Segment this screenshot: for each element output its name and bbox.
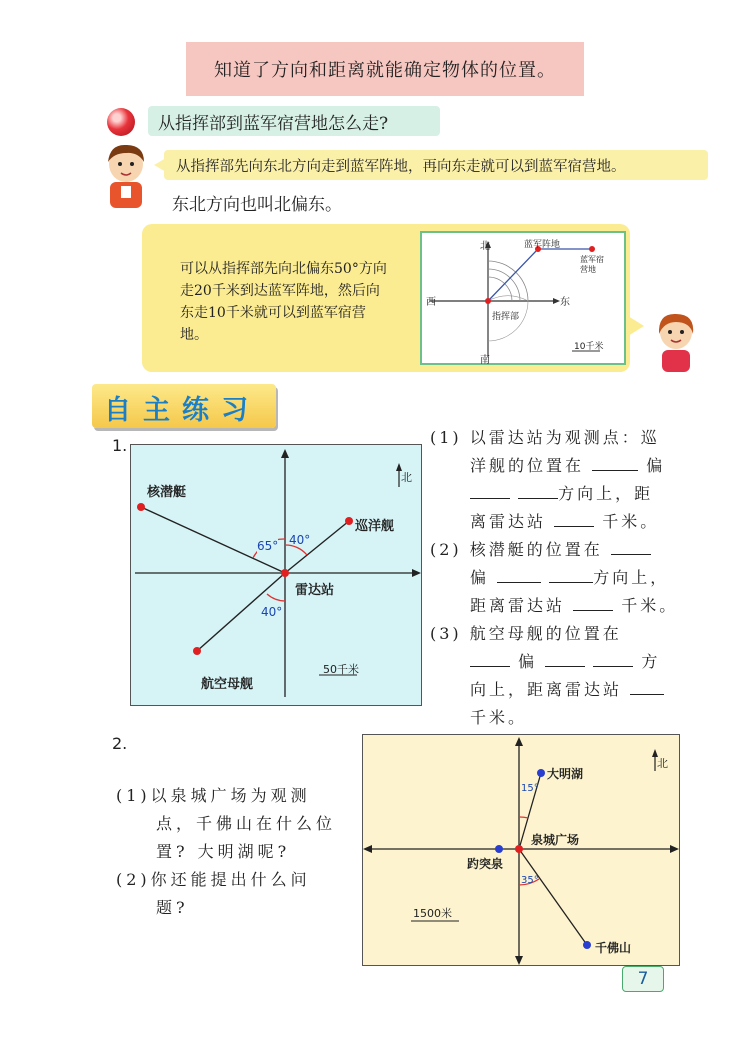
ex1-q2-c: 方向上， xyxy=(593,568,670,587)
answer-blank[interactable] xyxy=(611,536,651,555)
page-number: 7 xyxy=(622,966,664,992)
answer-blank[interactable] xyxy=(497,564,541,583)
question-bubble: 从指挥部到蓝军宿营地怎么走? xyxy=(148,106,440,136)
ex2-q2-b: 题? xyxy=(156,898,189,917)
mini-camp-label: 蓝军宿营地 xyxy=(580,255,604,274)
ex1-q1-e: 离雷达站 xyxy=(470,512,547,531)
answer-blank[interactable] xyxy=(470,480,510,499)
radar-map xyxy=(130,444,422,706)
section-title-text: 自主练习 xyxy=(104,395,260,426)
ex1-q1-a: 以雷达站为观测点：巡 xyxy=(469,428,660,447)
ex1-q3-e: 千米。 xyxy=(470,708,528,727)
answer-blank[interactable] xyxy=(549,564,593,583)
radar-station-label: 雷达站 xyxy=(295,583,335,598)
ex1-q3-a: 航空母舰的位置在 xyxy=(469,624,622,643)
answer-blank[interactable] xyxy=(470,648,510,667)
boy-speech-bubble: 从指挥部先向东北方向走到蓝军阵地，再向东走就可以到蓝军宿营地。 xyxy=(164,150,708,180)
ex1-q1-f: 千米。 xyxy=(602,512,660,531)
ex2-q1-prefix: (1) xyxy=(116,786,151,805)
mini-position-label: 蓝军阵地 xyxy=(524,240,561,250)
cruiser-label: 巡洋舰 xyxy=(355,519,395,534)
mini-south-label: 南 xyxy=(480,355,490,366)
ex1-q2-a: 核潜艇的位置在 xyxy=(469,540,603,559)
boy-character-icon xyxy=(96,142,156,208)
ex1-q3-b: 偏 xyxy=(518,652,538,671)
topic-banner: 知道了方向和距离就能确定物体的位置。 xyxy=(186,42,584,96)
answer-blank[interactable] xyxy=(518,480,558,499)
lake-label: 大明湖 xyxy=(547,767,584,781)
ex1-north-label: 北 xyxy=(401,471,412,484)
ex2-scale-label: 1500米 xyxy=(413,907,452,920)
angle-40-north-label: 40° xyxy=(289,533,311,547)
answer-blank[interactable] xyxy=(592,452,638,471)
explanation-text: 可以从指挥部先向北偏东50°方向走20千米到达蓝军阵地，然后向东走10千米就可以到蓝军宿营地。 xyxy=(180,261,387,343)
mini-direction-map xyxy=(420,231,626,365)
ex1-q1-d: 方向上，距 xyxy=(558,484,654,503)
submarine-label: 核潜艇 xyxy=(147,485,187,500)
angle-65-label: 65° xyxy=(257,539,279,553)
mini-east-label: 东 xyxy=(560,297,570,308)
ex2-q1-c: 置? 大明湖呢? xyxy=(156,842,291,861)
mini-west-label: 西 xyxy=(426,297,436,308)
section-title xyxy=(92,384,276,428)
ex2-questions xyxy=(116,782,356,922)
mini-north-label: 北 xyxy=(480,241,490,252)
mini-scale-label: 10千米 xyxy=(574,342,604,352)
ex1-q1-c: 偏 xyxy=(646,456,666,475)
ex2-north-label: 北 xyxy=(657,757,668,770)
spring-label: 趵突泉 xyxy=(467,857,504,871)
answer-blank[interactable] xyxy=(545,648,585,667)
mini-hq-label: 指挥部 xyxy=(492,312,520,322)
ex1-q2-e: 千米。 xyxy=(621,596,679,615)
ex2-q1-a: 以泉城广场为观测 xyxy=(150,786,311,805)
exercise-1-number: 1. xyxy=(112,436,128,455)
ex1-scale-label: 50千米 xyxy=(323,663,359,676)
square-label: 泉城广场 xyxy=(531,833,580,847)
ex1-q3-prefix: (3) xyxy=(430,624,462,643)
angle-35-label: 35° xyxy=(521,875,539,886)
carrier-label: 航空母舰 xyxy=(201,677,254,692)
note-text: 东北方向也叫北偏东。 xyxy=(172,195,342,215)
exercise-2-number: 2. xyxy=(112,734,128,753)
angle-40-south-label: 40° xyxy=(261,605,283,619)
red-ball-icon xyxy=(107,108,135,136)
ex2-q1-b: 点，千佛山在什么位 xyxy=(156,814,337,833)
ex1-q2-b: 偏 xyxy=(470,568,490,587)
ex2-q2-prefix: (2) xyxy=(116,870,151,889)
ex1-q1-prefix: (1) xyxy=(430,428,462,447)
ex1-q3-d: 向上，距离雷达站 xyxy=(470,680,623,699)
answer-blank[interactable] xyxy=(630,676,664,695)
girl-character-icon xyxy=(650,310,702,372)
city-map xyxy=(362,734,680,966)
ex1-q3-c: 方 xyxy=(641,652,661,671)
ex1-questions xyxy=(430,424,692,732)
ex1-q2-d: 距离雷达站 xyxy=(470,596,566,615)
mountain-label: 千佛山 xyxy=(595,941,632,955)
angle-15-label: 15° xyxy=(521,783,539,794)
ex1-q1-b: 洋舰的位置在 xyxy=(470,456,585,475)
ex2-q2-a: 你还能提出什么问 xyxy=(150,870,311,889)
answer-blank[interactable] xyxy=(573,592,613,611)
answer-blank[interactable] xyxy=(593,648,633,667)
ex1-q2-prefix: (2) xyxy=(430,540,462,559)
answer-blank[interactable] xyxy=(554,508,594,527)
